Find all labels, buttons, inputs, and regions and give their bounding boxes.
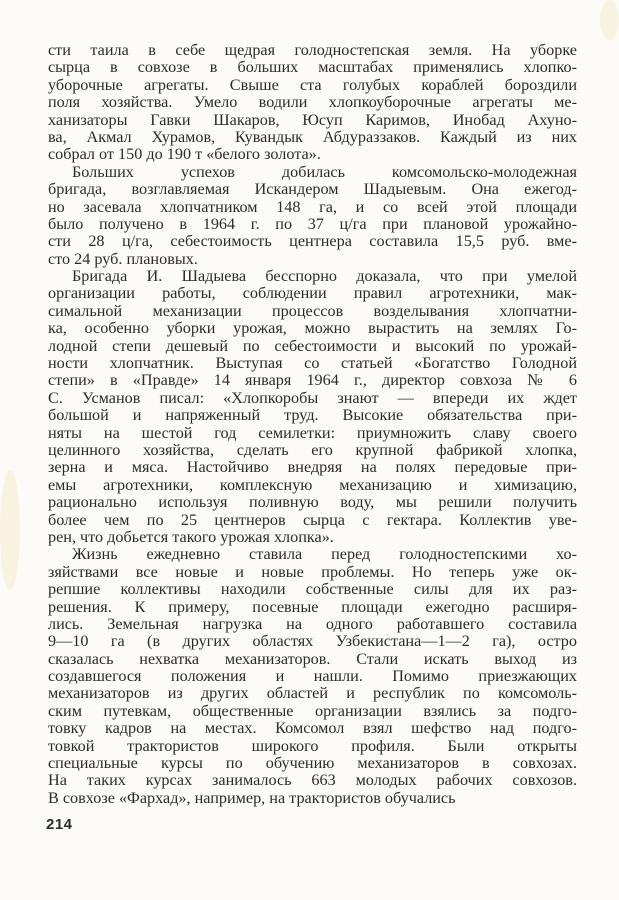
paragraph	[48, 42, 577, 164]
text-line: Больших успехов добилась комсомольско-молодежная	[72, 162, 577, 181]
text-line: большой и напряженный труд. Высокие обязательства при-	[48, 406, 577, 425]
text-line: было получено в 1964 г. по 37 ц/га при плановой урожайно-	[48, 214, 577, 233]
text-line: ности хлопчатник. Выступая со статьей «Богатство Голодной	[48, 354, 577, 373]
text-line: сырца в совхозе в больших масштабах применялись хлопко-	[48, 58, 577, 77]
text-line: емы агротехники, комплексную механизацию и химизацию,	[48, 475, 577, 494]
text-line: целинного хозяйства, сделать его крупной фабрикой хлопка,	[48, 440, 577, 459]
text-line: рационально используя поливную воду, мы решили получить	[48, 493, 577, 512]
text-line: репшие коллективы находили собственные силы для их раз-	[48, 580, 577, 599]
paragraph	[48, 268, 577, 546]
text-line: няты на шестой год семилетки: приумножить славу своего	[48, 423, 577, 442]
text-line: симальной механизации процессов возделывания хлопчатни-	[48, 301, 577, 320]
text-line: ка, особенно уборки урожая, можно вырастить на землях Го-	[48, 319, 577, 338]
text-line: организации работы, соблюдении правил агротехники, мак-	[48, 284, 577, 303]
text-line: зяйствами все новые и новые проблемы. Но теперь уже ок-	[48, 562, 577, 581]
text-line: сказалась нехватка механизаторов. Стали искать выход из	[48, 649, 577, 668]
text-line: Бригада И. Шадыева бесспорно доказала, что при умелой	[72, 267, 577, 286]
text-line: С. Усманов писал: «Хлопкоробы знают — впереди их ждет	[48, 388, 577, 407]
text-line: сто 24 руб. плановых.	[48, 249, 198, 268]
text-line: рен, что добьется такого урожая хлопка».	[48, 527, 334, 546]
text-line: лодной степи дешевый по себестоимости и высокий по урожай-	[48, 336, 577, 355]
text-line: сти таила в себе щедрая голодностепская земля. На уборке	[48, 41, 577, 59]
text-line: собрал от 150 до 190 т «белого золота».	[48, 145, 321, 164]
text-line: уборочные агрегаты. Свыше ста голубых кораблей бороздили	[48, 75, 577, 94]
text-line: товкой трактористов широкого профиля. Были открыты	[48, 736, 577, 755]
text-line: 9—10 га (в других областях Узбекистана—1—2 га), остро	[48, 632, 577, 651]
text-line: ским путевкам, общественные организации взялись за подго-	[48, 701, 577, 720]
page-body-text	[48, 42, 577, 807]
text-line: механизаторов из других областей и республик по комсомоль-	[48, 684, 577, 703]
text-line: сти 28 ц/га, себестоимость центнера составила 15,5 руб. вме-	[48, 232, 577, 251]
paper-stain	[600, 0, 619, 40]
text-line: На таких курсах занималось 663 молодых рабочих совхозов.	[48, 771, 577, 790]
text-line: ханизаторы Гавки Шакаров, Юсуп Каримов, Инобад Ахуно-	[48, 110, 577, 129]
page-number: 214	[46, 816, 73, 833]
text-line: В совхозе «Фархад», например, на трактористов обучались	[48, 788, 456, 807]
text-line: товку кадров на местах. Комсомол взял шефство над подго-	[48, 719, 577, 738]
text-line: ва, Акмал Хурамов, Кувандык Абдураззаков. Каждый из них	[48, 127, 577, 146]
text-line: более чем по 25 центнеров сырца с гектара. Коллектив уве-	[48, 510, 577, 529]
text-line: решения. К примеру, посевные площади ежегодно расширя-	[48, 597, 577, 616]
paragraph	[48, 164, 577, 268]
text-line: специальные курсы по обучению механизаторов в совхозах.	[48, 754, 577, 773]
text-line: создавшегося положения и нашли. Помимо приезжающих	[48, 667, 577, 686]
paragraph	[48, 546, 577, 807]
paper-stain	[0, 470, 20, 590]
text-line: степи» в «Правде» 14 января 1964 г., директор совхоза № 6	[48, 371, 577, 390]
text-line: поля хозяйства. Умело водили хлопкоуборочные агрегаты ме-	[48, 93, 577, 112]
text-line: лись. Земельная нагрузка на одного работавшего составила	[48, 614, 577, 633]
text-line: бригада, возглавляемая Искандером Шадыевым. Она ежегод-	[48, 180, 577, 199]
text-line: зерна и мяса. Настойчиво внедряя на полях передовые при-	[48, 458, 577, 477]
text-line: Жизнь ежедневно ставила перед голодностепскими хо-	[72, 545, 577, 564]
text-line: но засевала хлопчатником 148 га, и со всей этой площади	[48, 197, 577, 216]
